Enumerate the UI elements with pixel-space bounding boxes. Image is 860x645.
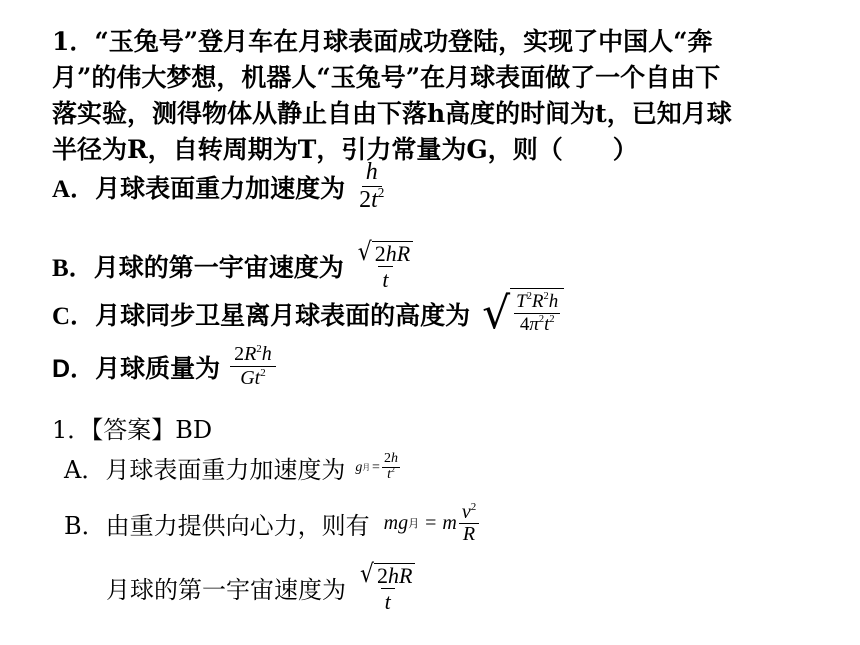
question-stem [52,24,842,168]
answer-header: 1．【答案】BD [52,416,213,444]
answer-text: B．由重力提供向心力，则有 [64,512,370,540]
answer-line-b [64,502,479,545]
answer-text: 月球的第一宇宙速度为 [106,576,346,605]
answer-text: A．月球表面重力加速度为 [64,456,346,484]
question-line: 1．“玉兔号”登月车在月球表面成功登陆，实现了中国人“奔 [52,27,713,56]
formula-sqrt2hR-over-t: √ 2hR t [354,240,417,291]
formula-2R2h-over-Gt2: $\frac{2R^2h}{Gt^2}$ [230,344,276,389]
option-text: 月球表面重力加速度为 [95,173,346,203]
answer-line-a [64,450,400,485]
question-line: 半径为R，自转周期为T，引力常量为G，则（ ） [52,135,638,164]
option-letter: C． [52,303,96,330]
option-letter: A． [52,175,96,203]
option-d [52,344,276,389]
formula-g-moon-2h-over-t2: g 月 = $\frac{2h}{t^2}$ [355,451,398,482]
answer-line-c [106,562,419,613]
option-letter: D． [52,354,96,383]
option-b [52,240,417,291]
option-text: 月球同步卫星离月球表面的高度为 [95,301,471,330]
option-text: 月球的第一宇宙速度为 [93,252,344,282]
formula-sqrt2hR-over-t: √ 2hR t [356,562,419,613]
option-a [52,160,388,213]
formula-h-over-2t2: $\frac{h}{2t^2}$ [359,159,385,214]
question-line: 落实验，测得物体从静止自由下落h高度的时间为t，已知月球 [52,99,732,128]
option-letter: B． [52,254,94,282]
formula-sqrt-T2R2h-over-4pi2t2: √ $T^2R^2h$ $4\pi^2t^2$ [482,288,564,340]
option-c [52,288,564,340]
question-line: 月”的伟大梦想，机器人“玉兔号”在月球表面做了一个自由下 [52,63,721,92]
option-text: 月球质量为 [95,353,221,383]
formula-mg-equals-mv2-over-R: mg 月 = m $\frac{v^2}{R}$ [384,502,480,545]
